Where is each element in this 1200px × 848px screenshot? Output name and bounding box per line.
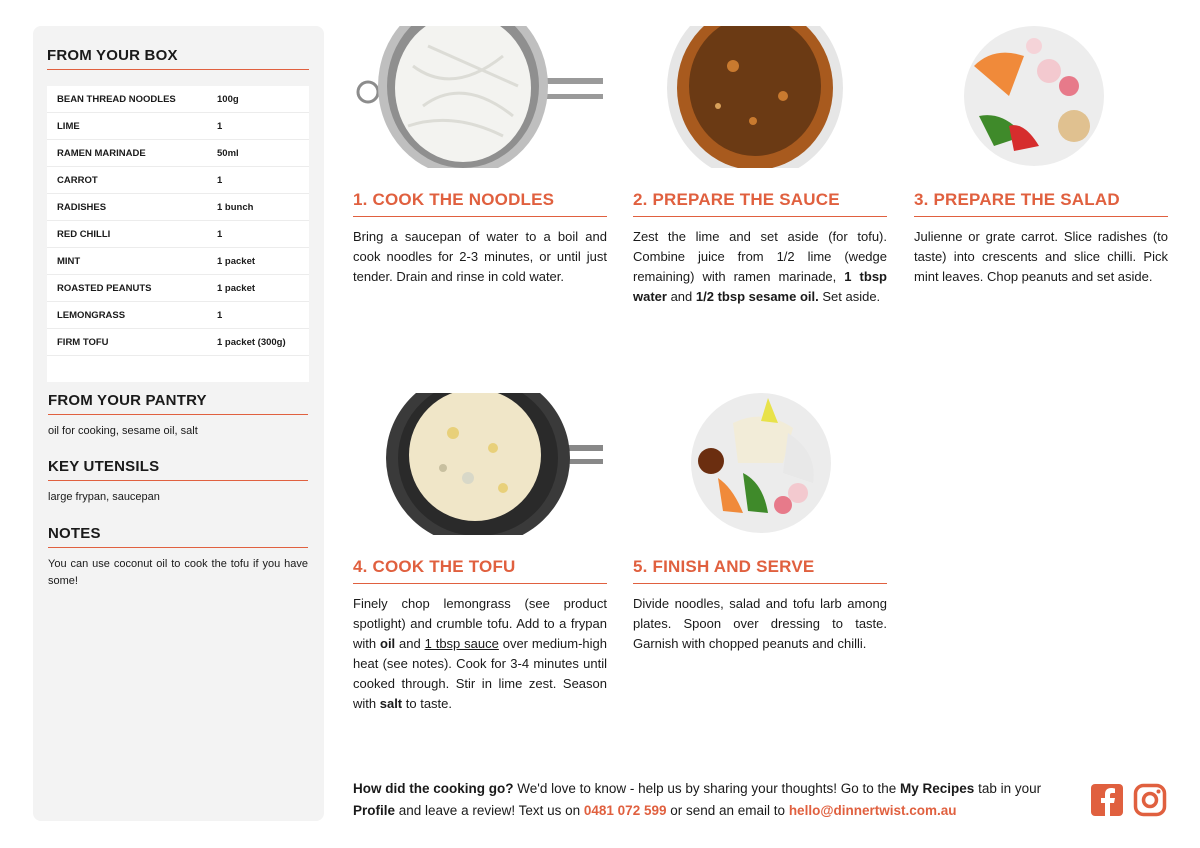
ingredient-row [47, 113, 309, 140]
ingredient-row [47, 140, 309, 167]
ingredient-row [47, 275, 309, 302]
step-4 [353, 393, 607, 714]
ingredient-row [47, 248, 309, 275]
ingredient-name: MINT [47, 248, 217, 275]
feedback-footer: How did the cooking go? We'd love to know - help us by sharing your thoughts! Go to the My Recipes tab in your Profile and leave a review! Text us on 0481 072 599 or send an email to hello@dinnertwist.com.au [353, 781, 1042, 818]
ingredient-name: CARROT [47, 167, 217, 194]
step-2-title: 2. PREPARE THE SAUCE [633, 190, 887, 217]
tofu-frypan-image [353, 393, 607, 535]
ingredient-qty: 1 [217, 221, 309, 248]
step-5-text: Divide noodles, salad and tofu larb among plates. Spoon over dressing to taste. Garnish with chopped peanuts and chilli. [633, 596, 887, 651]
step-3 [914, 26, 1168, 287]
ingredients-table [47, 86, 309, 382]
ingredient-name: LEMONGRASS [47, 302, 217, 329]
ingredient-name: RED CHILLI [47, 221, 217, 248]
notes-title: NOTES [48, 525, 308, 548]
phone-link[interactable]: 0481 072 599 [583, 803, 667, 818]
ingredient-name: BEAN THREAD NOODLES [47, 86, 217, 113]
utensils-block [48, 458, 308, 506]
ingredient-row [47, 167, 309, 194]
ingredient-row [47, 221, 309, 248]
ingredient-name: LIME [47, 113, 217, 140]
ingredient-row [47, 194, 309, 221]
step-3-title: 3. PREPARE THE SALAD [914, 190, 1168, 217]
step-5-title: 5. FINISH AND SERVE [633, 557, 887, 584]
ingredient-row [47, 86, 309, 113]
notes-text: You can use coconut oil to cook the tofu if you have some! [48, 558, 308, 587]
key-utensils-title: KEY UTENSILS [48, 458, 308, 481]
instagram-icon[interactable] [1133, 783, 1167, 817]
step-1-text: Bring a saucepan of water to a boil and cook noodles for 2-3 minutes, or until just tender. Drain and rinse in cold water. [353, 229, 607, 284]
facebook-icon[interactable] [1090, 783, 1124, 817]
sauce-bowl-image [633, 26, 887, 168]
step-3-text: Julienne or grate carrot. Slice radishes (to taste) into crescents and slice chilli. Pick mint leaves. Chop peanuts and set aside. [914, 229, 1168, 284]
ingredient-qty: 1 packet [217, 275, 309, 302]
table-padding [47, 356, 309, 383]
notes-block [48, 525, 308, 590]
ingredient-name: RAMEN MARINADE [47, 140, 217, 167]
ingredient-qty: 50ml [217, 140, 309, 167]
ingredient-qty: 1 packet (300g) [217, 329, 309, 356]
step-4-text: Finely chop lemongrass (see product spotlight) and crumble tofu. Add to a frypan with oil and 1 tbsp sauce over medium-high heat (see notes). Cook for 3-4 minutes until cooked through. Stir in lime zest. Season with salt to taste. [353, 596, 608, 711]
ingredient-qty: 1 packet [217, 248, 309, 275]
step-1-title: 1. COOK THE NOODLES [353, 190, 607, 217]
step-2-text: Zest the lime and set aside (for tofu). Combine juice from 1/2 lime (wedge remaining) with ramen marinade, 1 tbsp water and 1/2 tbsp sesame oil. Set aside. [633, 229, 887, 304]
salad-plate-image [914, 26, 1168, 168]
ingredient-row [47, 302, 309, 329]
step-2 [633, 26, 887, 307]
ingredient-name: FIRM TOFU [47, 329, 217, 356]
from-your-pantry-title: FROM YOUR PANTRY [48, 392, 308, 415]
utensils-text: large frypan, saucepan [48, 491, 160, 503]
finished-plate-image [633, 393, 887, 535]
from-your-box-title: FROM YOUR BOX [47, 47, 309, 70]
ingredient-qty: 100g [217, 86, 309, 113]
ingredient-qty: 1 [217, 113, 309, 140]
ingredient-qty: 1 [217, 302, 309, 329]
pantry-text: oil for cooking, sesame oil, salt [48, 425, 198, 437]
noodles-strainer-image [353, 26, 607, 168]
ingredient-qty: 1 bunch [217, 194, 309, 221]
ingredient-row [47, 329, 309, 356]
pantry-block [48, 392, 308, 440]
ingredient-name: RADISHES [47, 194, 217, 221]
email-link[interactable]: hello@dinnertwist.com.au [788, 803, 957, 818]
step-5 [633, 393, 887, 654]
step-4-title: 4. COOK THE TOFU [353, 557, 607, 584]
ingredient-qty: 1 [217, 167, 309, 194]
step-1 [353, 26, 607, 287]
sidebar [33, 26, 324, 821]
ingredient-name: ROASTED PEANUTS [47, 275, 217, 302]
